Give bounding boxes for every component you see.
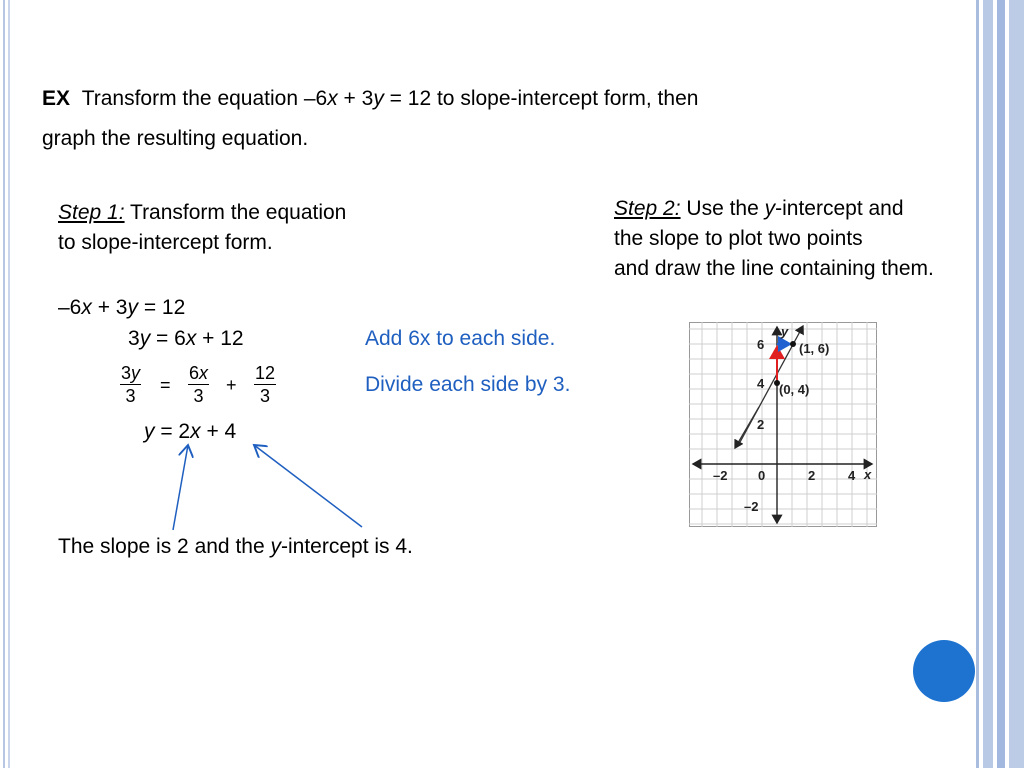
eq3-plus: +: [226, 375, 237, 395]
right-border-stripe-3: [997, 0, 1005, 768]
step1-text-1: Transform the equation: [124, 201, 347, 224]
tick-y-4: 4: [757, 376, 765, 391]
slide-title-line-2: graph the resulting equation.: [42, 127, 309, 150]
conclusion-text: [58, 533, 413, 561]
note-divide-by-3: Divide each side by 3.: [365, 373, 571, 396]
frac3-num: 12: [255, 363, 276, 383]
title-var-x: x: [327, 87, 338, 110]
note-add-6x: Add 6x to each side.: [365, 327, 556, 350]
tick-y-6: 6: [757, 337, 765, 352]
point-1-6: [790, 341, 796, 347]
tick-x-neg2: –2: [713, 468, 728, 483]
point-label-1-6: (1, 6): [799, 341, 830, 356]
tick-x-4: 4: [848, 468, 856, 483]
left-border-line-2: [8, 0, 10, 768]
eq1-a: –6: [58, 296, 82, 319]
equation-1: [58, 294, 185, 322]
arrow-to-slope: [173, 445, 188, 530]
frac1-num-coef: 3: [121, 363, 132, 383]
right-border-decoration: [976, 0, 1024, 768]
slide-title-line-1: [42, 85, 698, 113]
equation-2: [128, 325, 244, 353]
annotation-arrows: [160, 436, 380, 536]
right-border-stripe-2: [983, 0, 993, 768]
fraction-6x-over-3: [188, 362, 209, 407]
fraction-3y-over-3: [120, 362, 141, 407]
conclusion-y: y: [270, 535, 281, 558]
eq1-y: y: [127, 296, 138, 319]
point-label-0-4: (0, 4): [779, 382, 810, 397]
step2-text-1b: -intercept and: [775, 197, 904, 220]
step1-text-2: to slope-intercept form.: [58, 231, 273, 254]
eq2-x: x: [185, 327, 197, 350]
fraction-12-over-3: [254, 362, 276, 407]
frac2-num-var: x: [199, 363, 209, 383]
axis-label-x: x: [864, 467, 872, 482]
right-border-stripe-1: [976, 0, 979, 768]
frac1-den: 3: [125, 386, 136, 406]
step2-heading: [614, 195, 904, 223]
conclusion-post: -intercept is 4.: [280, 535, 413, 558]
tick-x-2: 2: [808, 468, 816, 483]
eq4-y: y: [144, 420, 155, 443]
left-border-line-1: [3, 0, 5, 768]
axis-label-y: y: [781, 324, 789, 339]
eq4-b: = 2: [154, 420, 191, 443]
right-border-stripe-4: [1009, 0, 1024, 768]
step2-text-3: and draw the line containing them.: [614, 257, 934, 280]
eq2-c: + 12: [196, 327, 244, 350]
title-text-end: = 12 to slope-intercept form, then: [383, 87, 699, 110]
arrow-to-intercept: [254, 445, 362, 527]
nav-circle-button[interactable]: [913, 640, 975, 702]
tick-y-neg2: –2: [744, 499, 759, 514]
step2-text-1a: Use the: [680, 197, 765, 220]
ex-label: EX: [42, 87, 71, 110]
title-var-y: y: [373, 87, 384, 110]
title-text: Transform the equation –6: [81, 87, 328, 110]
eq2-y: y: [139, 327, 151, 350]
eq3-equals: =: [160, 375, 171, 395]
title-text-mid: + 3: [337, 87, 374, 110]
tick-y-2: 2: [757, 417, 765, 432]
graph-border: [690, 323, 877, 527]
frac2-num-coef: 6: [189, 363, 200, 383]
step1-heading: [58, 199, 346, 227]
frac3-den: 3: [260, 386, 271, 406]
step2-label: Step 2:: [614, 197, 681, 220]
eq4-x: x: [190, 420, 201, 443]
frac2-num: [188, 362, 209, 385]
eq1-b: + 3: [91, 296, 128, 319]
frac2-den: 3: [193, 386, 204, 406]
step1-label: Step 1:: [58, 201, 125, 224]
frac1-num-var: y: [131, 363, 141, 383]
frac1-num: [120, 362, 141, 385]
eq1-c: = 12: [137, 296, 186, 319]
left-border-decoration: [0, 0, 14, 768]
eq1-x: x: [81, 296, 92, 319]
tick-x-0: 0: [758, 468, 766, 483]
step2-text-2: the slope to plot two points: [614, 227, 863, 250]
eq2-a: 3: [128, 327, 140, 350]
step2-text-y: y: [764, 197, 776, 220]
eq2-b: = 6: [150, 327, 186, 350]
eq4-c: + 4: [200, 420, 237, 443]
conclusion-pre: The slope is 2 and the: [58, 535, 271, 558]
coordinate-graph: [689, 322, 877, 527]
